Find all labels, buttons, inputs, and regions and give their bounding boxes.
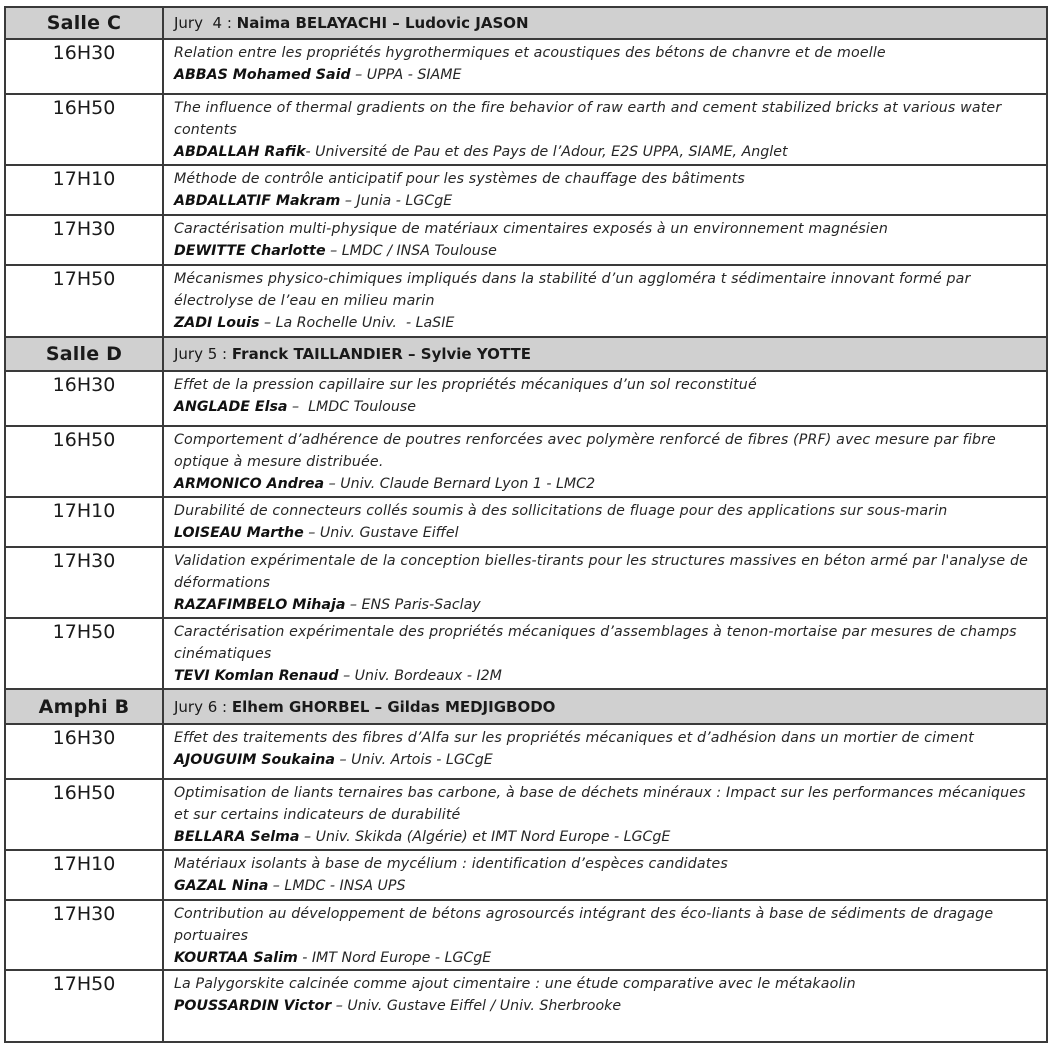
jury-cell bbox=[163, 337, 1047, 371]
talk-author-line bbox=[174, 312, 1040, 334]
talk-row bbox=[5, 779, 1047, 850]
talk-row bbox=[5, 850, 1047, 900]
session-header-row bbox=[5, 7, 1047, 39]
talk-details bbox=[163, 850, 1047, 900]
talk-time: 16H30 bbox=[5, 371, 163, 426]
talk-title: Relation entre les propriétés hygrothermiques et acoustiques des bétons de chanvre et de moelle bbox=[174, 45, 886, 61]
talk-row bbox=[5, 94, 1047, 165]
talk-row bbox=[5, 724, 1047, 779]
talk-title: Validation expérimentale de la conception bielles-tirants pour les structures massives en béton armé par l'analyse de déformations bbox=[174, 553, 1029, 591]
jury-names: Naima BELAYACHI – Ludovic JASON bbox=[236, 14, 529, 32]
talk-details bbox=[163, 265, 1047, 337]
author-name: ABBAS Mohamed Said bbox=[174, 67, 351, 83]
jury-label: Jury 5 : bbox=[174, 345, 232, 363]
author-affiliation: – ENS Paris-Saclay bbox=[345, 597, 481, 613]
author-name: ARMONICO Andrea bbox=[174, 476, 325, 492]
talk-author-line bbox=[174, 240, 1040, 262]
room-name: Amphi B bbox=[5, 689, 163, 724]
talk-author-line bbox=[174, 141, 1040, 163]
jury-cell bbox=[163, 689, 1047, 724]
talk-title: Optimisation de liants ternaires bas carbone, à base de déchets minéraux : Impact sur les performances mécaniques et sur certains indicateurs de durabilité bbox=[174, 785, 1026, 823]
talk-author-line bbox=[174, 749, 1040, 771]
schedule-body bbox=[5, 7, 1047, 1042]
author-name: POUSSARDIN Victor bbox=[174, 998, 332, 1014]
talk-author-line bbox=[174, 875, 1040, 897]
talk-row bbox=[5, 426, 1047, 497]
talk-details bbox=[163, 371, 1047, 426]
talk-row bbox=[5, 371, 1047, 426]
talk-details bbox=[163, 724, 1047, 779]
author-affiliation: – Univ. Gustave Eiffel / Univ. Sherbrooke bbox=[331, 998, 622, 1014]
talk-time: 16H30 bbox=[5, 39, 163, 94]
talk-row bbox=[5, 265, 1047, 337]
talk-author-line bbox=[174, 396, 1040, 418]
author-affiliation: – Univ. Bordeaux - I2M bbox=[338, 668, 502, 684]
author-name: ANGLADE Elsa bbox=[174, 399, 288, 415]
talk-author-line bbox=[174, 665, 1040, 687]
author-affiliation: – Univ. Claude Bernard Lyon 1 - LMC2 bbox=[324, 476, 596, 492]
talk-row bbox=[5, 970, 1047, 1042]
author-name: KOURTAA Salim bbox=[174, 950, 298, 966]
talk-row bbox=[5, 39, 1047, 94]
talk-row bbox=[5, 165, 1047, 215]
author-affiliation: – Univ. Gustave Eiffel bbox=[303, 525, 459, 541]
author-name: ZADI Louis bbox=[174, 315, 260, 331]
talk-author-line bbox=[174, 995, 1040, 1017]
author-affiliation: – LMDC - INSA UPS bbox=[268, 878, 406, 894]
talk-details bbox=[163, 900, 1047, 970]
talk-row bbox=[5, 900, 1047, 970]
talk-time: 17H30 bbox=[5, 900, 163, 970]
talk-title: La Palygorskite calcinée comme ajout cimentaire : une étude comparative avec le métakaolin bbox=[174, 976, 856, 992]
jury-names: Elhem GHORBEL – Gildas MEDJIGBODO bbox=[231, 697, 556, 716]
author-name: BELLARA Selma bbox=[174, 829, 300, 845]
talk-time: 16H50 bbox=[5, 94, 163, 165]
schedule-table bbox=[4, 6, 1048, 1043]
talk-author-line bbox=[174, 64, 1040, 86]
author-name: DEWITTE Charlotte bbox=[174, 243, 326, 259]
talk-author-line bbox=[174, 947, 1040, 969]
talk-time: 17H50 bbox=[5, 970, 163, 1042]
author-affiliation: – LMDC Toulouse bbox=[287, 399, 416, 415]
talk-author-line bbox=[174, 594, 1040, 616]
author-affiliation: – Univ. Skikda (Algérie) et IMT Nord Europe - LGCgE bbox=[299, 829, 671, 845]
talk-row bbox=[5, 618, 1047, 689]
talk-time: 17H10 bbox=[5, 165, 163, 215]
talk-details bbox=[163, 39, 1047, 94]
author-affiliation: – LMDC / INSA Toulouse bbox=[325, 243, 497, 259]
author-name: LOISEAU Marthe bbox=[174, 525, 304, 541]
author-name: RAZAFIMBELO Mihaja bbox=[174, 597, 346, 613]
talk-time: 16H30 bbox=[5, 724, 163, 779]
talk-time: 16H50 bbox=[5, 779, 163, 850]
talk-time: 17H10 bbox=[5, 497, 163, 547]
talk-title: Méthode de contrôle anticipatif pour les systèmes de chauffage des bâtiments bbox=[174, 171, 745, 187]
talk-title: Comportement d’adhérence de poutres renforcées avec polymère renforcé de fibres (PRF) avec mesure par fibre optique à mesure distribuée. bbox=[174, 432, 996, 470]
talk-time: 16H50 bbox=[5, 426, 163, 497]
jury-label: Jury 4 : bbox=[174, 14, 237, 32]
talk-title: The influence of thermal gradients on the fire behavior of raw earth and cement stabilized bricks at various water contents bbox=[174, 100, 1002, 138]
talk-title: Effet de la pression capillaire sur les propriétés mécaniques d’un sol reconstitué bbox=[174, 377, 757, 393]
talk-details bbox=[163, 970, 1047, 1042]
author-affiliation: – UPPA - SIAME bbox=[350, 67, 462, 83]
talk-details bbox=[163, 426, 1047, 497]
talk-details bbox=[163, 165, 1047, 215]
talk-time: 17H30 bbox=[5, 547, 163, 618]
talk-author-line bbox=[174, 826, 1040, 848]
talk-time: 17H50 bbox=[5, 265, 163, 337]
talk-time: 17H10 bbox=[5, 850, 163, 900]
author-name: TEVI Komlan Renaud bbox=[174, 668, 339, 684]
talk-details bbox=[163, 94, 1047, 165]
author-affiliation: - Université de Pau et des Pays de l’Adour, E2S UPPA, SIAME, Anglet bbox=[305, 144, 788, 160]
talk-author-line bbox=[174, 522, 1040, 544]
talk-time: 17H30 bbox=[5, 215, 163, 265]
author-affiliation: – Univ. Artois - LGCgE bbox=[334, 752, 493, 768]
talk-details bbox=[163, 215, 1047, 265]
talk-time: 17H50 bbox=[5, 618, 163, 689]
talk-author-line bbox=[174, 473, 1040, 495]
author-name: AJOUGUIM Soukaina bbox=[174, 752, 335, 768]
author-affiliation: - IMT Nord Europe - LGCgE bbox=[297, 950, 492, 966]
talk-details bbox=[163, 779, 1047, 850]
jury-label: Jury 6 : bbox=[174, 697, 232, 716]
talk-row bbox=[5, 547, 1047, 618]
room-name: Salle D bbox=[5, 337, 163, 371]
author-affiliation: – La Rochelle Univ. - LaSIE bbox=[259, 315, 455, 331]
session-header-row bbox=[5, 337, 1047, 371]
talk-title: Caractérisation multi-physique de matériaux cimentaires exposés à un environnement magnésien bbox=[174, 221, 888, 237]
author-name: ABDALLAH Rafik bbox=[174, 144, 306, 160]
talk-title: Durabilité de connecteurs collés soumis à des sollicitations de fluage pour des applications sur sous-marin bbox=[174, 503, 948, 519]
talk-details bbox=[163, 618, 1047, 689]
author-name: GAZAL Nina bbox=[174, 878, 269, 894]
talk-title: Contribution au développement de bétons agrosourcés intégrant des éco-liants à base de sédiments de dragage portuaires bbox=[174, 906, 994, 944]
jury-names: Franck TAILLANDIER – Sylvie YOTTE bbox=[231, 345, 531, 363]
session-header-row bbox=[5, 689, 1047, 724]
room-name: Salle C bbox=[5, 7, 163, 39]
talk-title: Mécanismes physico-chimiques impliqués dans la stabilité d’un aggloméra t sédimentaire innovant formé par électrolyse de l’eau en milieu marin bbox=[174, 271, 971, 309]
talk-row bbox=[5, 215, 1047, 265]
talk-author-line bbox=[174, 190, 1040, 212]
talk-details bbox=[163, 547, 1047, 618]
jury-cell bbox=[163, 7, 1047, 39]
author-affiliation: – Junia - LGCgE bbox=[340, 193, 453, 209]
talk-title: Effet des traitements des fibres d’Alfa sur les propriétés mécaniques et d’adhésion dans un mortier de ciment bbox=[174, 730, 974, 746]
talk-title: Matériaux isolants à base de mycélium : identification d’espèces candidates bbox=[174, 856, 728, 872]
talk-row bbox=[5, 497, 1047, 547]
talk-details bbox=[163, 497, 1047, 547]
author-name: ABDALLATIF Makram bbox=[174, 193, 341, 209]
talk-title: Caractérisation expérimentale des propriétés mécaniques d’assemblages à tenon-mortaise par mesures de champs cinématiques bbox=[174, 624, 1017, 662]
